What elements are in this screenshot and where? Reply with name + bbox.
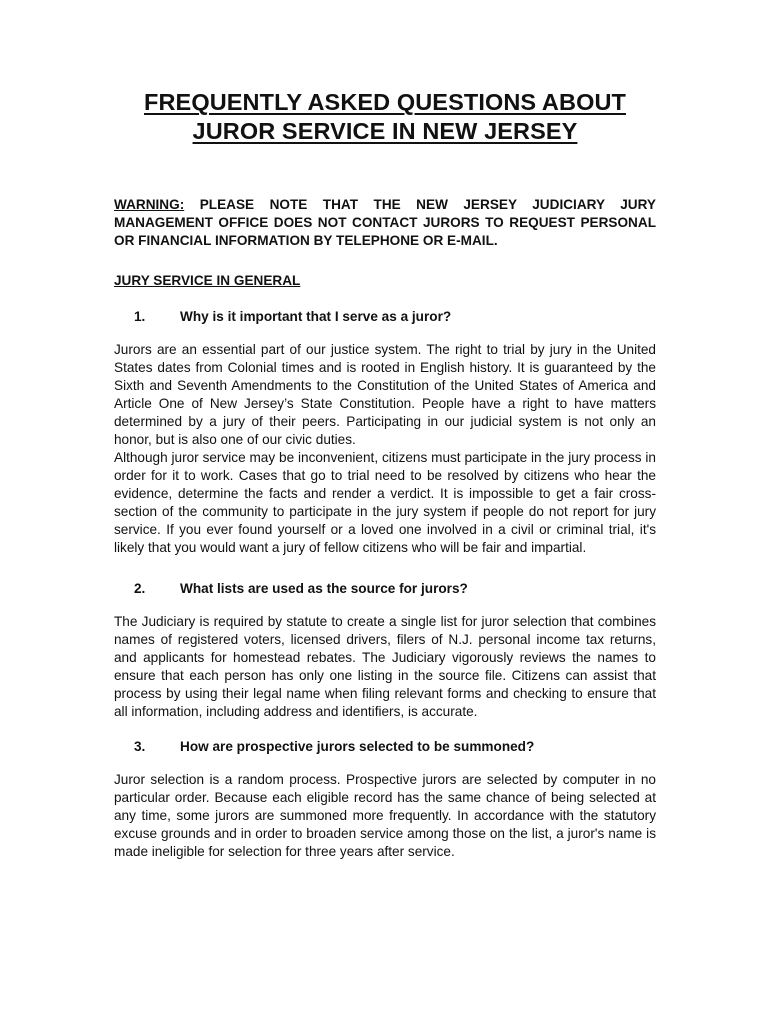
title-line-2: JUROR SERVICE IN NEW JERSEY [192, 118, 578, 144]
document-body [114, 88, 656, 861]
question-3 [114, 738, 656, 756]
question-text: How are prospective jurors selected to be summoned? [180, 739, 535, 754]
answer-1 [114, 341, 656, 557]
answer-2 [114, 613, 656, 721]
question-text: Why is it important that I serve as a juror? [180, 309, 452, 324]
page-title [114, 88, 656, 146]
question-number: 2. [134, 581, 146, 596]
section-heading: JURY SERVICE IN GENERAL [114, 273, 301, 288]
answer-paragraph: Jurors are an essential part of our justice system. The right to trial by jury in the United States dates from Colonial times and is rooted in English history. It is guaranteed by the Sixth and Seventh Amendments to the Constitution of the United States of America and Article One of New Jersey’s State Constitution. People have a right to have matters determined by a jury of their peers. Participating in our judicial system is not only an honor, but is also one of our civic duties. [114, 342, 656, 447]
question-text: What lists are used as the source for jurors? [180, 581, 468, 596]
question-1 [114, 308, 656, 326]
question-2 [114, 580, 656, 598]
warning-text: PLEASE NOTE THAT THE NEW JERSEY JUDICIARY JURY MANAGEMENT OFFICE DOES NOT CONTACT JURORS TO REQUEST PERSONAL OR FINANCIAL INFORMATION BY TELEPHONE OR E-MAIL. [114, 197, 656, 248]
answer-paragraph: Although juror service may be inconvenient, citizens must participate in the jury process in order for it to work. Cases that go to trial need to be resolved by citizens who hear the evidence, determine the facts and render a verdict. It is impossible to get a fair cross-section of the community to participate in the jury system if people do not report for jury service. If you ever found yourself or a loved one involved in a civil or criminal trial, it's likely that you would want a jury of fellow citizens who will be fair and impartial. [114, 450, 656, 555]
answer-paragraph: Juror selection is a random process. Prospective jurors are selected by computer in no particular order. Because each eligible record has the same chance of being selected at any time, some jurors are summoned more frequently. In accordance with the statutory excuse grounds and in order to broaden service among those on the list, a juror's name is made ineligible for selection for three years after service. [114, 772, 656, 859]
question-number: 3. [134, 739, 146, 754]
answer-3 [114, 771, 656, 861]
warning-label: WARNING: [114, 197, 185, 212]
answer-paragraph: The Judiciary is required by statute to create a single list for juror selection that combines names of registered voters, licensed drivers, filers of N.J. personal income tax returns, and applicants for homestead rebates. The Judiciary vigorously reviews the names to ensure that each person has only one listing in the source file. Citizens can assist that process by using their legal name when filing relevant forms and checking to ensure that all information, including address and identifiers, is accurate. [114, 614, 656, 719]
question-number: 1. [134, 309, 146, 324]
title-line-1: FREQUENTLY ASKED QUESTIONS ABOUT [144, 89, 626, 115]
warning-notice [114, 196, 656, 250]
